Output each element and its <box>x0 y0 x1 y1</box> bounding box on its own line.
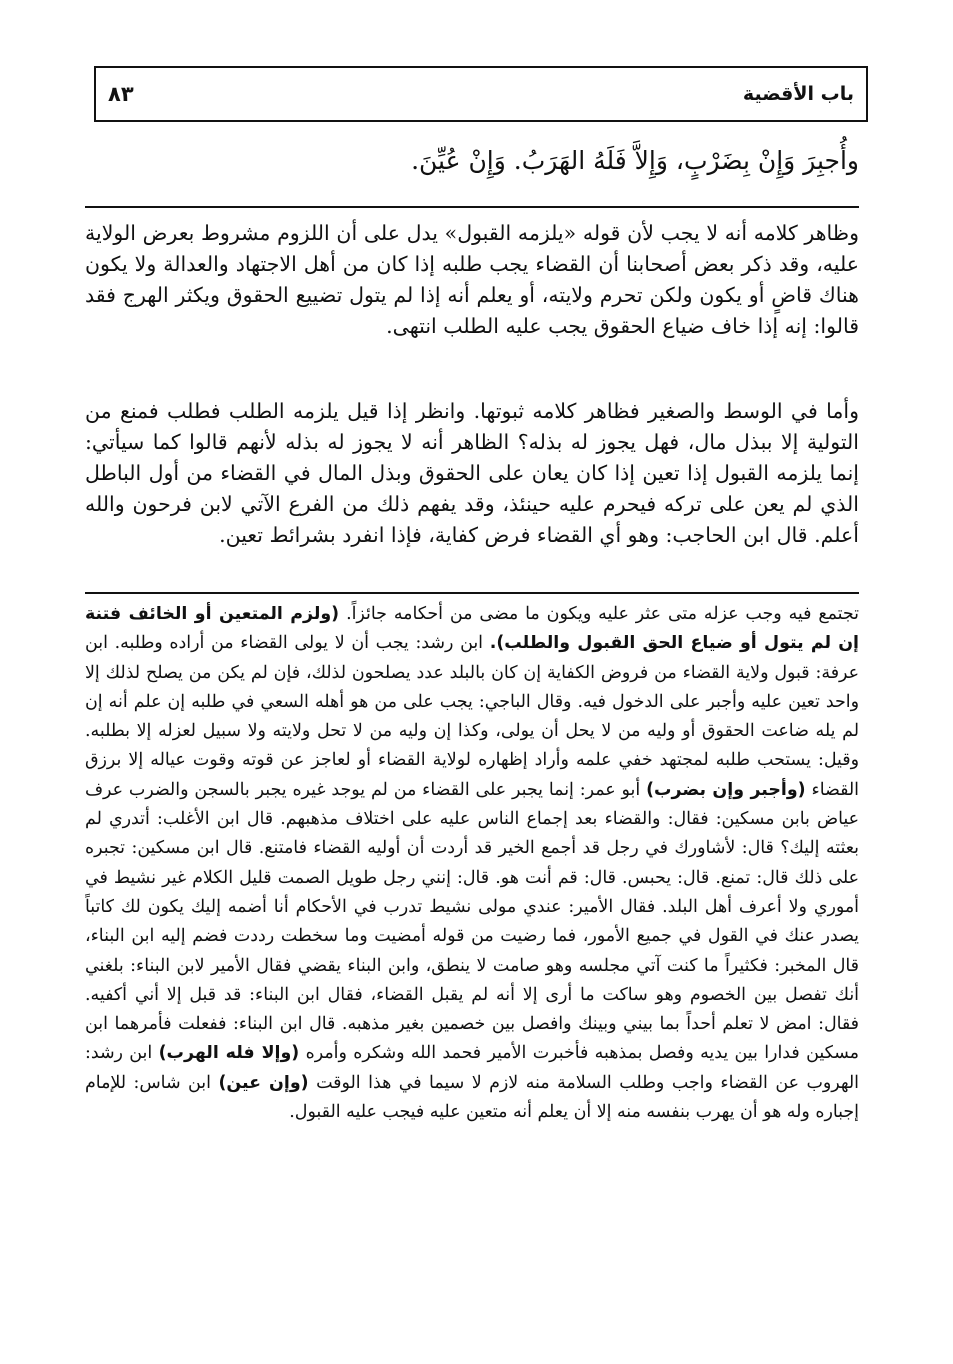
footnote-text <box>85 600 859 1127</box>
matn-text: وأُجبِرَ وَإِنْ بِضَرْبٍ، وَإِلاَّ فَلَهُ الهَرَبُ. وَإِنْ عُيِّنَ. <box>411 146 859 175</box>
footnote-segment: ابن رشد: الهروب عن القضاء واجب وطلب السلامة منه لازم لا سيما في هذا الوقت <box>85 1043 859 1093</box>
page-header <box>94 66 868 122</box>
footnote-matn-quote: (وإن عين) <box>218 1072 309 1093</box>
footnote-segment: ابن رشد: يجب أن لا يولى القضاء من أراده وطلبه. ابن عرفة: قبول ولاية القضاء من فروض الكفاية إن كان بالبلد عدد يصلحون لذلك، فإن لم يكن من يصلح لذلك إلا واحد تعين عليه وأجبر على الدخول فيه. وقال الباجي: يجب على من هو أهله السعي في طلبه إن علم أنه إن لم يله ضاعت الحقوق أو وليه من لا يحل أن يولى، وكذا إن وليه من لا تحل ولايته ولا سبيل لعزله إلا بطلبه. وقيل: يستحب طلبه لمجتهد خفي علمه وأراد إظهاره لولاية القضاء أو لعاجز عن قوته وقوت عياله إلا برزق القضاء <box>85 633 860 800</box>
footnote-segment: ابن شاس: للإمام إجباره وله هو أن يهرب بنفسه منه إلا أن يعلم أنه متعين عليه فيجب عليه القبول. <box>85 1072 859 1123</box>
separator-rule-top <box>85 206 859 208</box>
commentary-paragraph-2: وأما في الوسط والصغير فظاهر كلامه ثبوتها. وانظر إذا قيل يلزمه الطلب فطلب فمنع من التولية إلا ببذل مال، فهل يجوز له بذله؟ الظاهر أنه لا يجوز له بذله لأنهم قالوا كما سيأتي: إنما يلزمه القبول إذا تعين إذا كان يعان على الحقوق وبذل المال في القضاء من أول الباطل الذي لم يعن على تركه فيحرم عليه حينئذ، وقد يفهم ذلك من الفرع الآتي لابن فرحون والله أعلم. قال ابن الحاجب: وهو أي القضاء فرض كفاية، فإذا انفرد بشرائط تعين. <box>85 399 859 547</box>
page-number: ٨٣ <box>108 82 134 106</box>
chapter-title: باب الأقضية <box>742 83 854 105</box>
footnote-matn-quote: (ولزم المتعين أو الخائف فتنة إن لم يتول أو ضياع الحق القبول والطلب). <box>85 604 860 654</box>
footnote-matn-quote: (وإلا فله الهرب) <box>158 1043 300 1064</box>
footnote-segment: تجتمع فيه وجب عزله متى عثر عليه ويكون ما مضى من أحكامه جائزاً. <box>346 604 859 624</box>
footnote-segment: أبو عمر: إنما يجبر على القضاء من لم يوجد غيره يجبر بالسجن والضرب عرف عياض بابن مسكين: فقال: والقضاء بعد إجماع الناس عليه على اختلاف مذهبهم. قال ابن الأغلب: أتدري لم بعثته إليك؟ قال: لأشاورك في رجل قد أجمع الخير قد أردت أن أوليه القضاء فامتنع. قال ابن مسكين: تجبره على ذلك قال: تمنع. قال: يحبس. قال: قم أنت هو. قال: إنني رجل طويل الصمت قليل الكلام غير نشيط في أموري ولا أعرف أهل البلد. فقال الأمير: عندي مولى نشيط تدرب في الأحكام أنا أضمه إليك يكون لك كاتباً يصدر عنك في القول في جميع الأمور، فما رضيت من قوله أمضيت وما سخطت رددت فضم إليه ابن البناء، قال المخبر: فكثيراً ما كنت آتي مجلسه وهو صامت لا ينطق، وابن البناء يقضي فقال الأمير لابن البناء: بلغني أنك تفصل بين الخصوم وهو ساكت ما أرى إلا أنه لم يقبل القضاء، فقال ابن البناء: قد قبل إلا أني أكفيه. فقال: امض لا تعلم أحداً بما بيني وبينك وافصل بين خصمين بغير مذهبه. قال ابن البناء: ففعلت فأمرهما ابن مسكين فدارا بين يديه وفصل بمذهبه فأخبرت الأمير فحمد الله وشكره وأمره <box>85 779 859 1064</box>
footnote-matn-quote: (وأجبر وإن بضرب) <box>646 779 806 800</box>
commentary-paragraph-1: وظاهر كلامه أنه لا يجب لأن قوله «يلزمه القبول» يدل على أن اللزوم مشروط بعرض الولاية عليه، وقد ذكر بعض أصحابنا أن القضاء يجب طلبه إذا كان من أهل الاجتهاد والعدالة ولا يكون هناك قاضٍ أو يكون ولكن تحرم ولايته، أو يعلم أنه إذا لم يتول تضييع الحقوق ويكثر الهرج فقد قالوا: إنه إذا خاف ضياع الحقوق يجب عليه الطلب انتهى. <box>85 221 859 338</box>
separator-rule-footnote <box>85 592 859 594</box>
